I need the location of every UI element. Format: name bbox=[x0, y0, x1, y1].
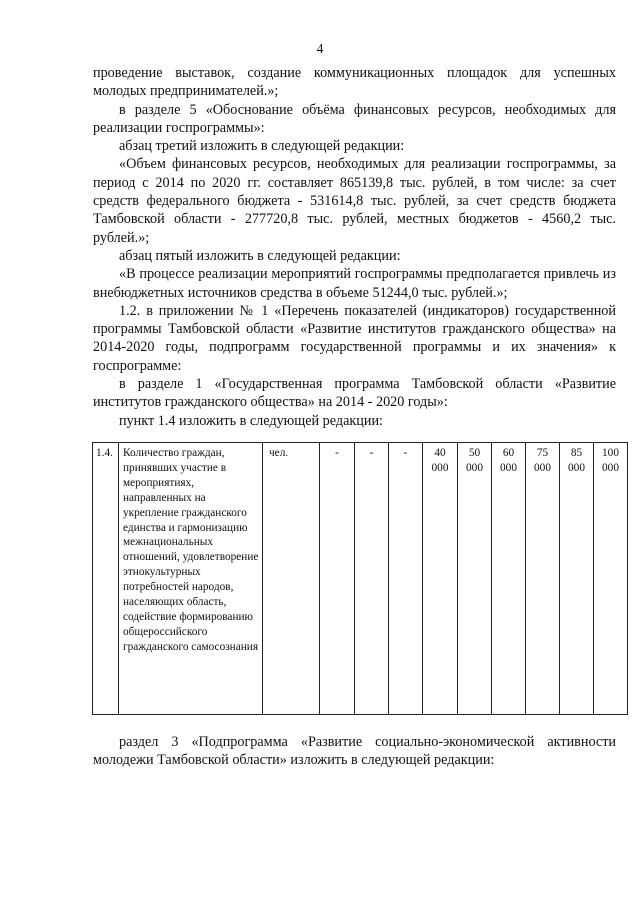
value-2018: 50 000 bbox=[458, 443, 492, 715]
document-body bbox=[93, 64, 616, 430]
value-2017: 40 000 bbox=[423, 443, 458, 715]
indicator-table bbox=[92, 442, 628, 715]
row-number: 1.4. bbox=[93, 443, 119, 715]
value-2022: 100 000 bbox=[594, 443, 628, 715]
value-2016: - bbox=[389, 443, 423, 715]
paragraph-4: «Объем финансовых ресурсов, необходимых для реализации госпрограммы, за период с 2014 по 2020 гг. составляет 865139,8 тыс. рублей, в том числе: за счет средств федерального бюджета - 531614,8 тыс. рублей, за счет средств бюджета Тамбовской области - 277720,8 тыс. рублей, местных бюджетов - 4560,2 тыс. рублей.»; bbox=[93, 156, 616, 246]
value-2015: - bbox=[355, 443, 389, 715]
paragraph-2: в разделе 5 «Обоснование объёма финансовых ресурсов, необходимых для реализации госпрограммы»: bbox=[93, 101, 616, 136]
paragraph-1: проведение выставок, создание коммуникационных площадок для успешных молодых предпринимателей.»; bbox=[93, 65, 616, 100]
closing-text bbox=[93, 733, 616, 770]
unit-cell: чел. bbox=[263, 443, 320, 715]
value-2021: 85 000 bbox=[560, 443, 594, 715]
paragraph-6: «В процессе реализации мероприятий госпрограммы предполагается привлечь из внебюджетных источников средства в объеме 51244,0 тыс. рублей.»; bbox=[93, 266, 616, 301]
value-2019: 60 000 bbox=[492, 443, 526, 715]
paragraph-5: абзац пятый изложить в следующей редакции: bbox=[119, 247, 401, 264]
closing-paragraph: раздел 3 «Подпрограмма «Развитие социально-экономической активности молодежи Тамбовской области» изложить в следующей редакции: bbox=[93, 734, 616, 769]
table-row bbox=[93, 443, 628, 715]
page-number: 4 bbox=[316, 41, 324, 56]
paragraph-3: абзац третий изложить в следующей редакции: bbox=[119, 138, 405, 155]
value-2014: - bbox=[320, 443, 355, 715]
indicator-name: Количество граждан, принявших участие в мероприятиях, направленных на укрепление гражданского единства и гармонизацию межнациональных отношений, удовлетворение этнокультурных потребностей народов, населяющих область, содействие формированию общероссийского гражданского самосознания bbox=[119, 443, 263, 715]
value-2020: 75 000 bbox=[526, 443, 560, 715]
paragraph-9: пункт 1.4 изложить в следующей редакции: bbox=[119, 412, 383, 429]
paragraph-7: 1.2. в приложении № 1 «Перечень показателей (индикаторов) государственной программы Тамбовской области «Развитие институтов гражданского общества» на 2014-2020 годы, подпрограмм государственной программы и их значения» к госпрограмме: bbox=[93, 302, 616, 374]
paragraph-8: в разделе 1 «Государственная программа Тамбовской области «Развитие институтов гражданского общества» на 2014 - 2020 годы»: bbox=[93, 376, 616, 411]
